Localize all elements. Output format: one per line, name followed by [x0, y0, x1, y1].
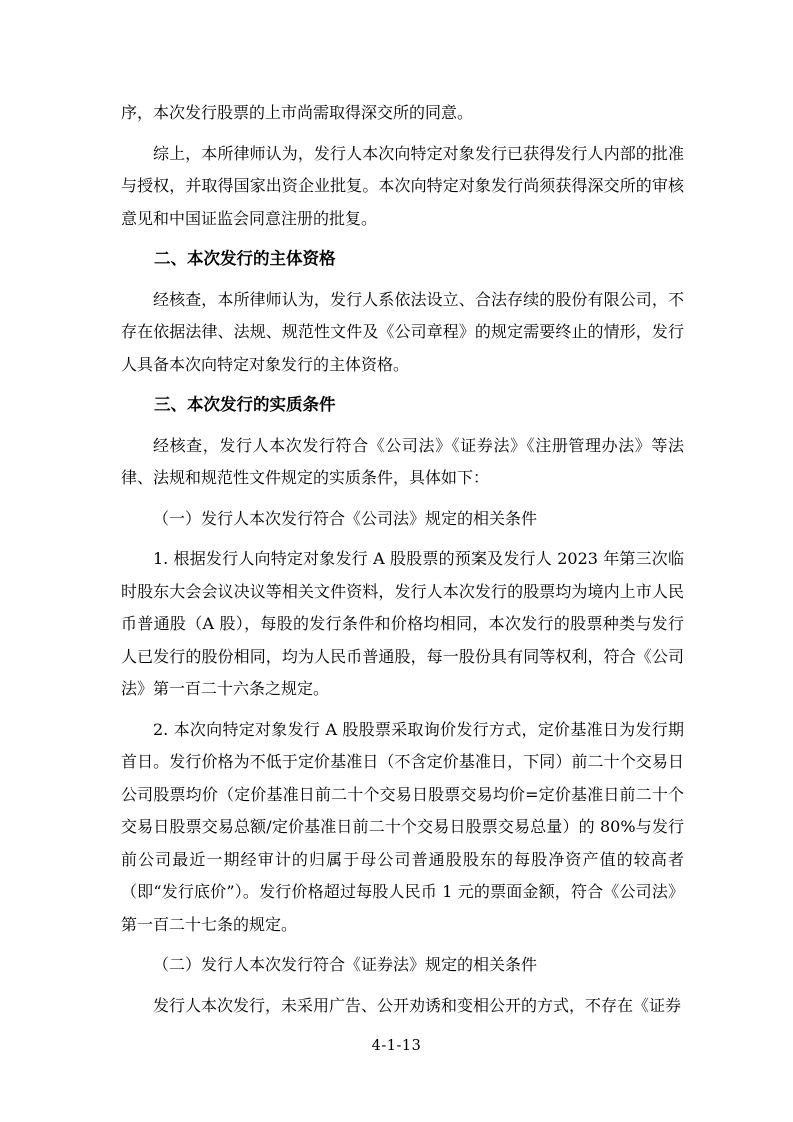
paragraph-condition-2-body-cutoff: 发行人本次发行，未采用广告、公开劝诱和变相公开的方式，不存在《证券: [153, 995, 682, 1015]
paragraph-continued-from-previous-page: 序，本次发行股票的上市尚需取得深交所的同意。: [121, 103, 474, 122]
paragraph-conclusion-approvals: 综上，本所律师认为，发行人本次向特定对象发行已获得发行人内部的批准与授权，并取得国家出资企业批复。本次向特定对象发行尚须获得深交所的审核意见和中国证监会同意注册的批复。: [121, 143, 684, 228]
document-body: [121, 97, 684, 1030]
paragraph-condition-1-item-2: 2. 本次向特定对象发行 A 股股票采取询价发行方式，定价基准日为发行期首日。发行价格为不低于定价基准日（不含定价基准日，下同）前二十个交易日公司股票均价（定价基准日前二十个交易日股票交易均价=定价基准日前二十个交易日股票交易总额/定价基准日前二十个交易日股票交易总量）的 80%与发行前公司最近一期经审计的归属于母公司普通股股东的每股净资产值的较高者（即“发行底价”）。发行价格超过每股人民币 1 元的票面金额，符合《公司法》第一百二十七条的规定。: [121, 719, 684, 934]
paragraph-section-2-body: 经核查，本所律师认为，发行人系依法设立、合法存续的股份有限公司，不存在依据法律、法规、规范性文件及《公司章程》的规定需要终止的情形，发行人具备本次向特定对象发行的主体资格。: [121, 289, 684, 374]
page-number: 4-1-13: [371, 1038, 422, 1054]
paragraph-section-3-intro: 经核查，发行人本次发行符合《公司法》《证券法》《注册管理办法》等法律、法规和规范性文件规定的实质条件，具体如下：: [121, 435, 684, 487]
subheading-condition-1-company-law: （一）发行人本次发行符合《公司法》规定的相关条件: [153, 508, 538, 528]
heading-section-3-substantive-conditions: 三、本次发行的实质条件: [154, 395, 336, 414]
paragraph-condition-1-item-1: 1. 根据发行人向特定对象发行 A 股股票的预案及发行人 2023 年第三次临时股东大会会议决议等相关文件资料，发行人本次发行的股票均为境内上市人民币普通股（A 股），每股的发行条件和价格均相同，本次发行的股票种类与发行人已发行的股份相同，均为人民币普通股，每一股份具有同等权利，符合《公司法》第一百二十六条之规定。: [121, 549, 684, 698]
subheading-condition-2-securities-law: （二）发行人本次发行符合《证券法》规定的相关条件: [153, 955, 538, 974]
heading-section-2-subject-qualification: 二、本次发行的主体资格: [154, 249, 336, 268]
